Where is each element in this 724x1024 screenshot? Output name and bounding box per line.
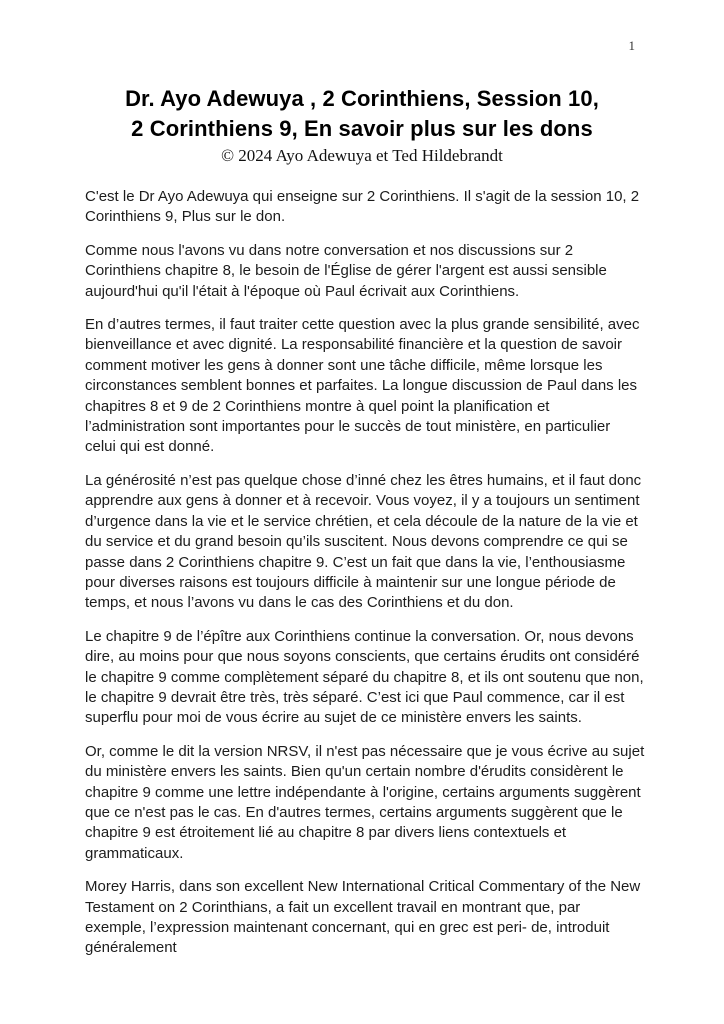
paragraph-7: Morey Harris, dans son excellent New International Critical Commentary of the New Testament on 2 Corinthians, a fait un excellent travail en montrant que, par exemple, l’expression maintenant concernant, qui en grec est peri- de, introduit généralement	[85, 878, 641, 957]
paragraph-6: Or, comme le dit la version NRSV, il n'est pas nécessaire que je vous écrive au sujet du ministère envers les saints. Bien qu'un certain nombre d'érudits considèrent le chapitre 9 comme une lettre indépendante à l'origine, certains arguments suggèrent que ce n'est pas le cas. En d'autres termes, certains arguments suggèrent que le chapitre 9 est étroitement lié au chapitre 8 par divers liens contextuels et grammaticaux.	[85, 742, 645, 862]
copyright-line: © 2024 Ayo Adewuya et Ted Hildebrandt	[221, 146, 503, 165]
page-number: 1	[628, 38, 635, 53]
document-title-line-1: Dr. Ayo Adewuya , 2 Corinthiens, Session 10,	[125, 86, 599, 111]
document-body	[85, 187, 645, 959]
paragraph-5: Le chapitre 9 de l’épître aux Corinthiens continue la conversation. Or, nous devons dire, au moins pour que nous soyons conscients, que certains érudits ont considéré le chapitre 9 comme complètement séparé du chapitre 8, et ils ont soutenu que non, le chapitre 9 devrait être très, très séparé. C’est ici que Paul commence, car il est superflu pour moi de vous écrire au sujet de ce ministère envers les saints.	[85, 627, 644, 727]
document-title	[0, 0, 724, 144]
paragraph-1: C'est le Dr Ayo Adewuya qui enseigne sur 2 Corinthiens. Il s'agit de la session 10, 2 Corinthiens 9, Plus sur le don.	[85, 188, 640, 226]
document-title-line-2: 2 Corinthiens 9, En savoir plus sur les dons	[131, 116, 593, 141]
paragraph-2: Comme nous l'avons vu dans notre conversation et nos discussions sur 2 Corinthiens chapitre 8, le besoin de l'Église de gérer l'argent est aussi sensible aujourd'hui qu'il l'était à l'époque où Paul écrivait aux Corinthiens.	[85, 241, 607, 300]
paragraph-3: En d’autres termes, il faut traiter cette question avec la plus grande sensibilité, avec bienveillance et avec dignité. La responsabilité financière et la question de savoir comment motiver les gens à donner sont une tâche difficile, même lorsque les circonstances semblent bonnes et parfaites. La longue discussion de Paul dans les chapitres 8 et 9 de 2 Corinthiens montre à quel point la planification et l’administration sont importantes pour le succès de tout ministère, en particulier celui qui est donné.	[85, 316, 640, 456]
paragraph-4: La générosité n’est pas quelque chose d’inné chez les êtres humains, et il faut donc apprendre aux gens à donner et à recevoir. Vous voyez, il y a toujours un sentiment d’urgence dans la vie et le service chrétien, et cela découle de la nature de la vie et du service et du grand besoin qu’ils suscitent. Nous devons comprendre ce qui se passe dans 2 Corinthiens chapitre 9. C’est un fait que dans la vie, l’enthousiasme pour diverses raisons est toujours difficile à maintenir sur une longue période de temps, et nous l’avons vu dans le cas des Corinthiens et du don.	[85, 471, 642, 612]
